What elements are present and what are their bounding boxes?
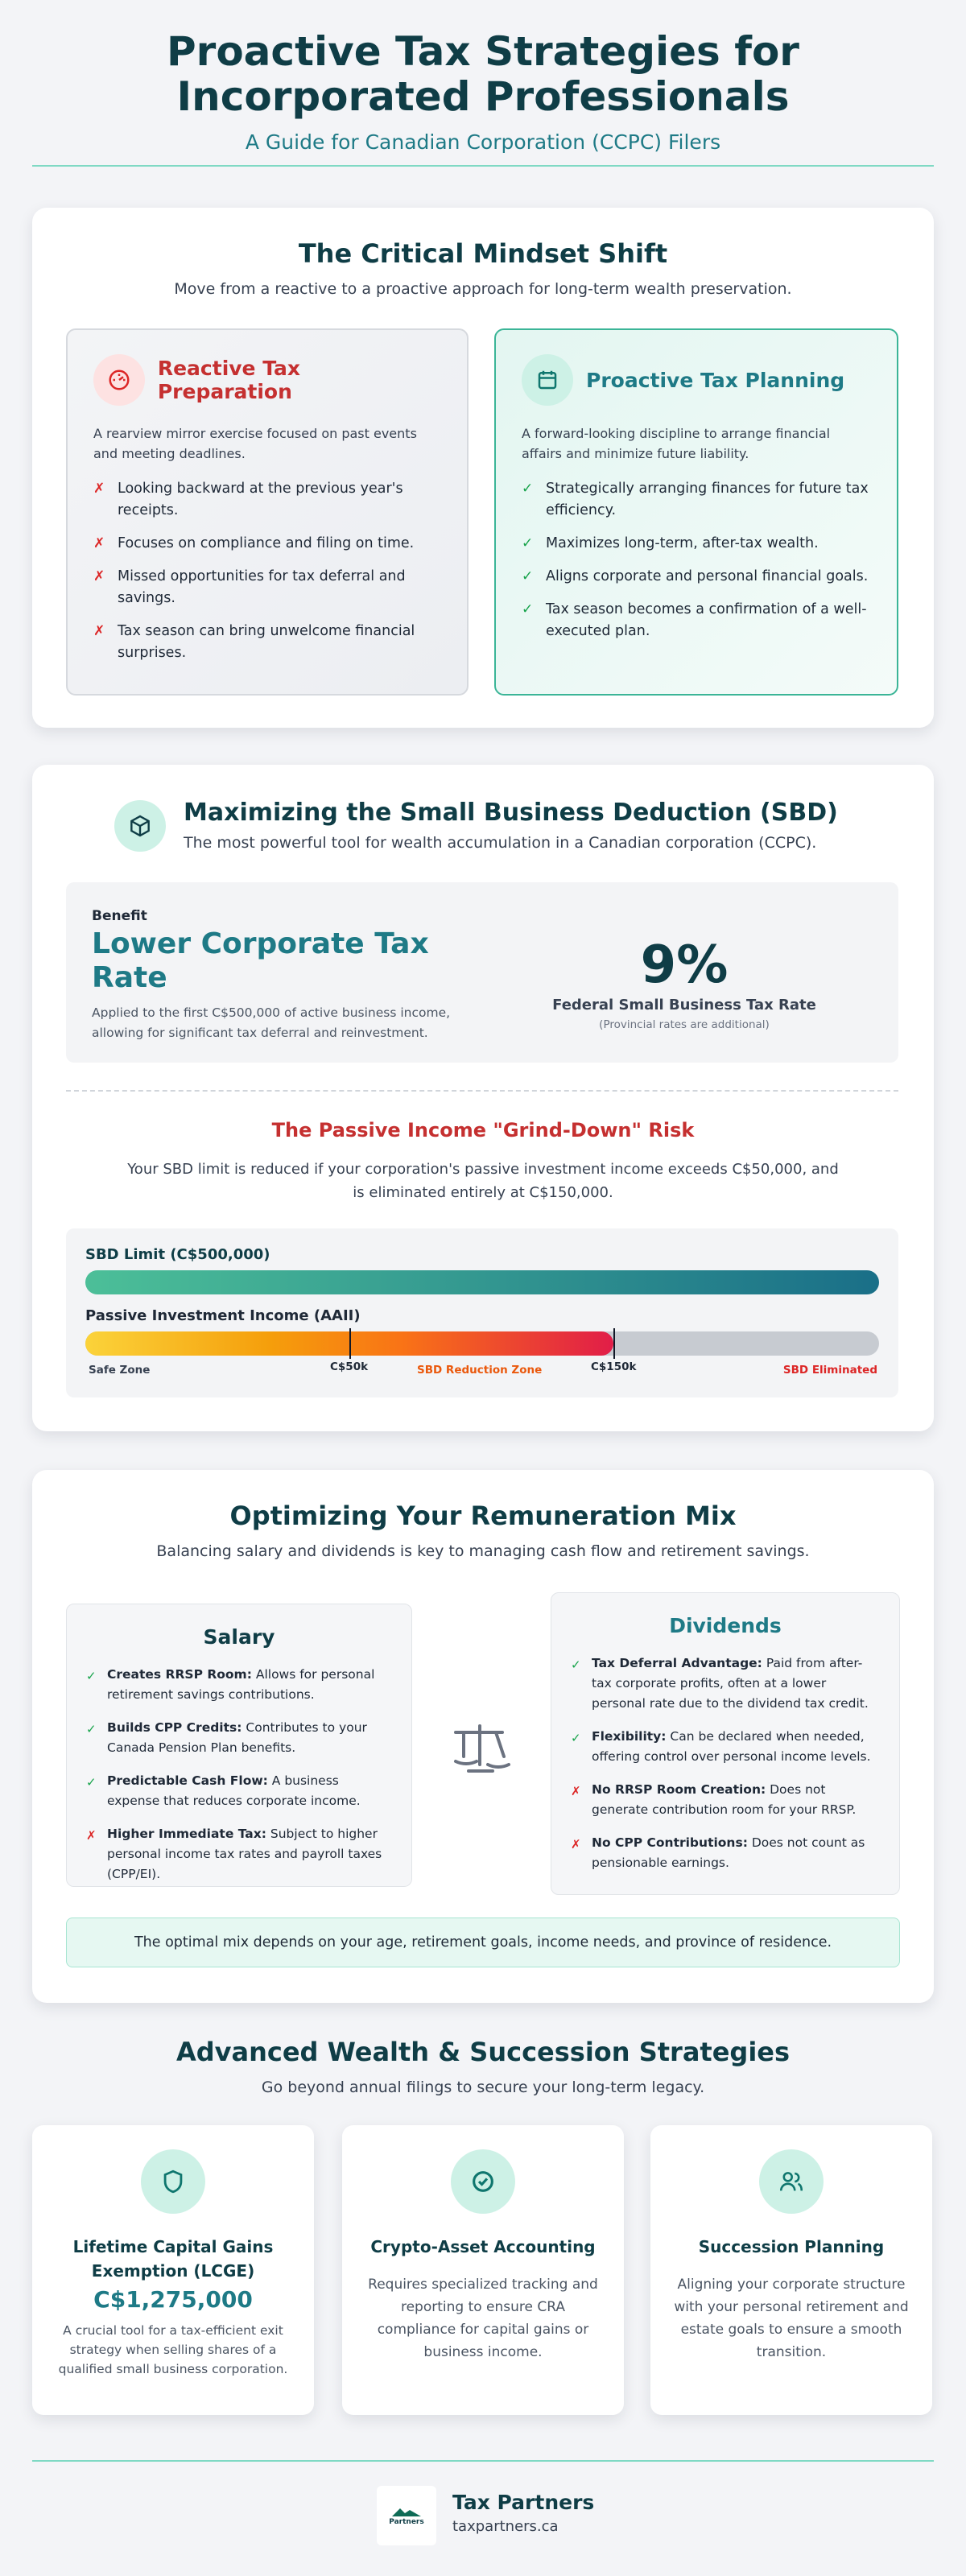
header-divider <box>32 165 934 167</box>
title-line-1: Proactive Tax Strategies for <box>167 28 799 75</box>
list-item: ✗ No CPP Contributions: Does not count as pensionable earnings. <box>571 1833 880 1873</box>
check-icon: ✓ <box>522 568 534 584</box>
list-item: ✓ Tax Deferral Advantage: Paid from after-tax corporate profits, often at a lower personal rate due to the dividend tax credit. <box>571 1653 880 1714</box>
list-item: ✗ Focuses on compliance and filing on time. <box>93 533 441 555</box>
logo-text: Partners <box>389 2518 424 2526</box>
list-item: ✓ Predictable Cash Flow: A business expense that reduces corporate income. <box>86 1771 392 1811</box>
remuneration-subtitle: Balancing salary and dividends is key to managing cash flow and retirement savings. <box>156 1542 810 1560</box>
salary-box <box>66 1604 412 1887</box>
rate-block <box>507 937 861 1031</box>
proactive-box <box>494 328 898 696</box>
x-icon: ✗ <box>571 1837 581 1852</box>
shield-icon <box>141 2149 205 2214</box>
brand-url[interactable]: taxpartners.ca <box>452 2518 559 2535</box>
marker-150k-label: C$150k <box>591 1360 637 1373</box>
check-icon: ✓ <box>86 1669 97 1683</box>
advanced-subtitle: Go beyond annual filings to secure your long-term legacy. <box>261 2079 705 2096</box>
succession-title: Succession Planning <box>698 2237 885 2256</box>
dividends-title: Dividends <box>669 1614 782 1637</box>
badge-check-icon <box>451 2149 515 2214</box>
benefit-title: Lower Corporate Tax Rate <box>92 927 429 994</box>
list-item: ✗ Missed opportunities for tax deferral and savings. <box>93 566 441 609</box>
risk-desc: Your SBD limit is reduced if your corporation's passive investment income exceeds C$50,000, and is eliminated entirely at C$150,000. <box>127 1161 839 1201</box>
x-icon: ✗ <box>86 1828 97 1843</box>
x-icon: ✗ <box>93 623 105 639</box>
mindset-subtitle: Move from a reactive to a proactive approach for long-term wealth preservation. <box>174 280 792 298</box>
marker-50k-line <box>349 1328 351 1359</box>
x-icon: ✗ <box>93 481 105 497</box>
crypto-title: Crypto-Asset Accounting <box>370 2237 596 2256</box>
proactive-desc: A forward-looking discipline to arrange financial affairs and minimize future liability. <box>522 426 831 461</box>
rate-note: (Provincial rates are additional) <box>599 1018 770 1031</box>
check-icon: ✓ <box>571 1731 581 1745</box>
cube-icon <box>114 800 166 852</box>
check-icon: ✓ <box>522 535 534 551</box>
check-icon: ✓ <box>522 601 534 617</box>
list-item: ✓ Maximizes long-term, after-tax wealth. <box>522 533 871 555</box>
remuneration-title: Optimizing Your Remuneration Mix <box>229 1501 737 1531</box>
lcge-value: C$1,275,000 <box>93 2286 253 2313</box>
sbd-limit-label: SBD Limit (C$500,000) <box>85 1246 270 1263</box>
salary-title: Salary <box>203 1625 275 1649</box>
sbd-subtitle: The most powerful tool for wealth accumulation in a Canadian corporation (CCPC). <box>184 834 817 852</box>
list-item: ✓ Tax season becomes a confirmation of a well-executed plan. <box>522 599 871 642</box>
list-item: ✓ Creates RRSP Room: Allows for personal retirement savings contributions. <box>86 1665 392 1705</box>
lcge-title: Lifetime Capital Gains Exemption (LCGE) <box>72 2237 274 2281</box>
advanced-title: Advanced Wealth & Succession Strategies <box>175 2037 791 2067</box>
logo-mark-icon <box>390 2505 423 2518</box>
lcge-card <box>32 2125 314 2415</box>
check-icon: ✓ <box>571 1657 581 1672</box>
rate-label: Federal Small Business Tax Rate <box>552 997 816 1013</box>
risk-title: The Passive Income "Grind-Down" Risk <box>271 1119 695 1141</box>
sbd-title: Maximizing the Small Business Deduction (SBD) <box>184 799 838 827</box>
succession-card <box>650 2125 932 2415</box>
list-item: ✗ Higher Immediate Tax: Subject to higher personal income tax rates and payroll taxes (CPP/EI). <box>86 1824 392 1885</box>
check-icon: ✓ <box>86 1722 97 1736</box>
gauge-icon <box>93 354 145 406</box>
title-line-2: Incorporated Professionals <box>176 73 790 120</box>
remuneration-section <box>32 1470 934 2003</box>
mindset-section <box>32 208 934 728</box>
check-icon: ✓ <box>522 481 534 497</box>
x-icon: ✗ <box>571 1784 581 1798</box>
reactive-title: Reactive Tax Preparation <box>157 357 301 403</box>
sbd-limit-bar <box>85 1270 879 1294</box>
crypto-desc: Requires specialized tracking and reporting to ensure CRA compliance for capital gains or business income. <box>368 2277 598 2360</box>
sbd-section <box>32 765 934 1431</box>
company-logo <box>377 2486 436 2545</box>
succession-desc: Aligning your corporate structure with your personal retirement and estate goals to ensure a smooth transition. <box>674 2277 909 2360</box>
sbd-benefit-panel <box>66 882 898 1063</box>
dividends-list <box>571 1653 880 1873</box>
zone-reduction-label: SBD Reduction Zone <box>417 1364 543 1377</box>
marker-50k-label: C$50k <box>330 1360 369 1373</box>
list-item: ✓ Flexibility: Can be declared when needed, offering control over personal income levels. <box>571 1727 880 1767</box>
page-header <box>0 29 966 154</box>
crypto-card <box>342 2125 624 2415</box>
proactive-list <box>522 478 871 642</box>
mindset-title: The Critical Mindset Shift <box>298 238 668 269</box>
list-item: ✗ Looking backward at the previous year's receipts. <box>93 478 441 522</box>
reactive-box <box>66 328 469 696</box>
remuneration-note: The optimal mix depends on your age, retirement goals, income needs, and province of residence. <box>66 1918 900 1967</box>
zone-safe-label: Safe Zone <box>89 1364 151 1377</box>
scale-icon <box>444 1708 522 1785</box>
x-icon: ✗ <box>93 568 105 584</box>
check-icon: ✓ <box>86 1775 97 1790</box>
marker-150k-line <box>613 1328 615 1359</box>
grind-down-panel <box>66 1228 898 1397</box>
rate-value: 9% <box>640 935 729 995</box>
zone-eliminated-label: SBD Eliminated <box>782 1364 877 1377</box>
brand-name: Tax Partners <box>452 2491 595 2514</box>
salary-list <box>86 1665 392 1885</box>
benefit-label: Benefit <box>92 908 147 924</box>
list-item: ✗ No RRSP Room Creation: Does not generate contribution room for your RRSP. <box>571 1780 880 1820</box>
lcge-desc: A crucial tool for a tax-efficient exit strategy when selling shares of a qualified small business corporation. <box>58 2323 288 2376</box>
calendar-icon <box>522 354 573 406</box>
list-item: ✓ Aligns corporate and personal financial goals. <box>522 566 871 588</box>
list-item: ✓ Strategically arranging finances for future tax efficiency. <box>522 478 871 522</box>
page-subtitle: A Guide for Canadian Corporation (CCPC) Filers <box>245 130 721 154</box>
list-item: ✗ Tax season can bring unwelcome financial surprises. <box>93 621 441 664</box>
reactive-list <box>93 478 441 664</box>
users-icon <box>759 2149 824 2214</box>
proactive-title: Proactive Tax Planning <box>586 368 845 392</box>
list-item: ✓ Builds CPP Credits: Contributes to your Canada Pension Plan benefits. <box>86 1718 392 1758</box>
reactive-desc: A rearview mirror exercise focused on past events and meeting deadlines. <box>93 426 417 461</box>
x-icon: ✗ <box>93 535 105 551</box>
dividends-box <box>551 1592 900 1895</box>
page-title <box>0 29 966 119</box>
footer-divider <box>32 2460 934 2462</box>
section-divider <box>66 1090 898 1092</box>
aaii-label: Passive Investment Income (AAII) <box>85 1307 361 1324</box>
benefit-desc: Applied to the first C$500,000 of active business income, allowing for significant tax deferral and reinvestment. <box>92 1005 451 1040</box>
